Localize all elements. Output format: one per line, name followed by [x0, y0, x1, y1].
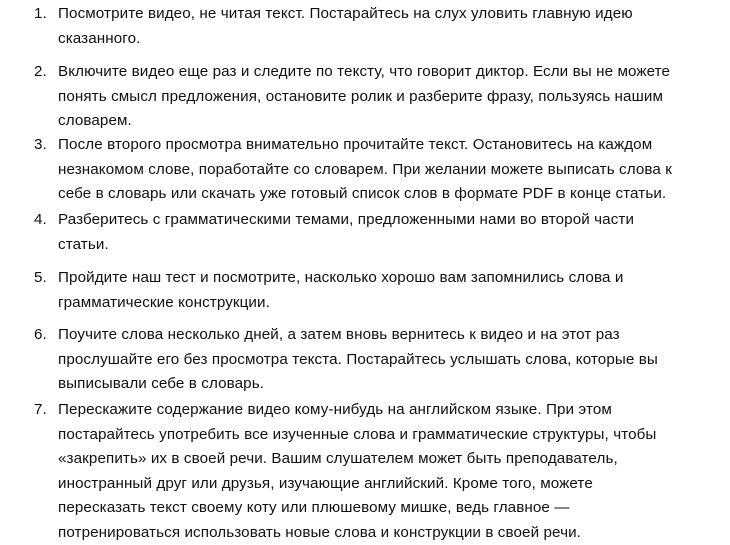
text-line: Перескажите содержание видео кому-нибудь на английском языке. При этом — [58, 398, 720, 423]
text-line: грамматические конструкции. — [58, 291, 720, 316]
item-text — [58, 266, 720, 315]
text-line: Включите видео еще раз и следите по тексту, что говорит диктор. Если вы не можете — [58, 60, 720, 85]
item-number: 7. — [34, 398, 47, 423]
item-text — [58, 60, 720, 134]
text-line: постарайтесь употребить все изученные слова и грамматические структуры, чтобы — [58, 423, 720, 448]
text-line: выписывали себе в словарь. — [58, 372, 720, 397]
item-text — [58, 2, 720, 51]
item-number: 3. — [34, 133, 47, 158]
text-line: словарем. — [58, 109, 720, 134]
text-line: потренироваться использовать новые слова и конструкции в своей речи. — [58, 521, 720, 545]
text-line: пересказать текст своему коту или плюшевому мишке, ведь главное — — [58, 496, 720, 521]
text-line: статьи. — [58, 233, 720, 258]
text-line: Поучите слова несколько дней, а затем вновь вернитесь к видео и на этот раз — [58, 323, 720, 348]
text-line: Пройдите наш тест и посмотрите, насколько хорошо вам запомнились слова и — [58, 266, 720, 291]
text-line: Разберитесь с грамматическими темами, предложенными нами во второй части — [58, 208, 720, 233]
text-line: После второго просмотра внимательно прочитайте текст. Остановитесь на каждом — [58, 133, 720, 158]
item-number: 6. — [34, 323, 47, 348]
item-text — [58, 208, 720, 257]
item-text — [58, 398, 720, 545]
text-line: иностранный друг или друзья, изучающие английский. Кроме того, можете — [58, 472, 720, 497]
text-line: сказанного. — [58, 27, 720, 52]
item-text — [58, 323, 720, 397]
item-text — [58, 133, 720, 207]
text-line: себе в словарь или скачать уже готовый список слов в формате PDF в конце статьи. — [58, 182, 720, 207]
item-number: 2. — [34, 60, 47, 85]
text-line: понять смысл предложения, остановите ролик и разберите фразу, пользуясь нашим — [58, 85, 720, 110]
item-number: 1. — [34, 2, 47, 27]
text-line: «закрепить» их в своей речи. Вашим слушателем может быть преподаватель, — [58, 447, 720, 472]
item-number: 4. — [34, 208, 47, 233]
text-line: Посмотрите видео, не читая текст. Постарайтесь на слух уловить главную идею — [58, 2, 720, 27]
item-number: 5. — [34, 266, 47, 291]
text-line: прослушайте его без просмотра текста. Постарайтесь услышать слова, которые вы — [58, 348, 720, 373]
text-line: незнакомом слове, поработайте со словарем. При желании можете выписать слова к — [58, 158, 720, 183]
